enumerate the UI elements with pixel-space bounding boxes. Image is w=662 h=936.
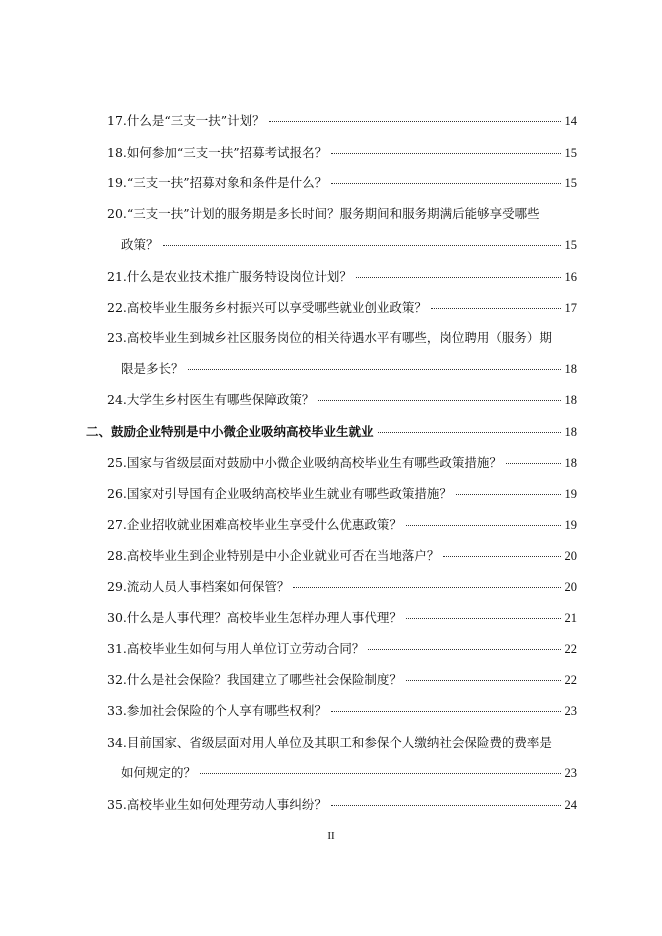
toc-entry-title: 21.什么是农业技术推广服务特设岗位计划？ bbox=[107, 269, 352, 284]
toc-entry-title: 19.“三支一扶”招募对象和条件是什么？ bbox=[107, 175, 328, 190]
leader-dots bbox=[406, 680, 561, 681]
toc-entry-title: 33.参加社会保险的个人享有哪些权利？ bbox=[107, 703, 327, 718]
toc-entry-page: 19 bbox=[564, 487, 577, 501]
toc-entry-page: 15 bbox=[564, 176, 577, 190]
toc-entry-first-line[interactable]: 23.高校毕业生到城乡社区服务岗位的相关待遇水平有哪些，岗位聘用（服务）期 bbox=[107, 330, 552, 345]
leader-dots bbox=[406, 525, 561, 526]
leader-dots bbox=[368, 649, 560, 650]
toc-entry-title: 27.企业招收就业困难高校毕业生享受什么优惠政策？ bbox=[107, 517, 402, 532]
toc-entry-page: 14 bbox=[564, 114, 577, 128]
leader-dots bbox=[356, 277, 561, 278]
toc-entry-page: 23 bbox=[564, 704, 577, 718]
leader-dots bbox=[331, 805, 561, 806]
toc-entry-title: 25.国家与省级层面对鼓励中小微企业吸纳高校毕业生有哪些政策措施？ bbox=[107, 455, 502, 470]
leader-dots bbox=[443, 556, 560, 557]
toc-section-heading[interactable] bbox=[86, 422, 577, 442]
toc-entry[interactable] bbox=[107, 639, 577, 659]
toc-entry-title: 35.高校毕业生如何处理劳动人事纠纷？ bbox=[107, 797, 327, 812]
toc-entry-page: 24 bbox=[564, 798, 577, 812]
toc-entry[interactable] bbox=[121, 235, 577, 255]
toc-entry-title: 30.什么是人事代理？高校毕业生怎样办理人事代理？ bbox=[107, 610, 402, 625]
leader-dots bbox=[431, 308, 561, 309]
toc-entry-page: 15 bbox=[564, 238, 577, 252]
leader-dots bbox=[506, 463, 561, 464]
leader-dots bbox=[331, 153, 560, 154]
leader-dots bbox=[406, 618, 561, 619]
toc-entry-page: 18 bbox=[564, 456, 577, 470]
toc-entry-title: 29.流动人员人事档案如何保管？ bbox=[107, 579, 290, 594]
leader-dots bbox=[269, 121, 561, 122]
toc-entry-page: 21 bbox=[564, 611, 577, 625]
toc-entry-page: 22 bbox=[564, 642, 577, 656]
toc-entry[interactable] bbox=[107, 701, 577, 721]
toc-entry[interactable] bbox=[107, 173, 577, 193]
leader-dots bbox=[293, 587, 560, 588]
section-title: 二、鼓励企业特别是中小微企业吸纳高校毕业生就业 bbox=[86, 424, 374, 439]
page-number: II bbox=[327, 830, 335, 842]
leader-dots bbox=[200, 773, 560, 774]
toc-entry-title: 32.什么是社会保险？我国建立了哪些社会保险制度？ bbox=[107, 672, 402, 687]
toc-entry[interactable] bbox=[107, 298, 577, 318]
toc-entry[interactable] bbox=[107, 111, 577, 131]
toc-entry[interactable] bbox=[107, 795, 577, 815]
toc-entry-page: 17 bbox=[564, 301, 577, 315]
toc-entry-title: 24.大学生乡村医生有哪些保障政策？ bbox=[107, 392, 315, 407]
toc-entry-title: 31.高校毕业生如何与用人单位订立劳动合同？ bbox=[107, 641, 365, 656]
toc-entry[interactable] bbox=[107, 453, 577, 473]
toc-entry[interactable] bbox=[107, 577, 577, 597]
toc-entry-title: 18.如何参加“三支一扶”招募考试报名？ bbox=[107, 145, 328, 160]
leader-dots bbox=[331, 183, 560, 184]
toc-entry-page: 18 bbox=[564, 393, 577, 407]
toc-entry[interactable] bbox=[107, 670, 577, 690]
toc-entry-title: 17.什么是“三支一扶”计划？ bbox=[107, 113, 265, 128]
toc-entry-page: 18 bbox=[564, 362, 577, 376]
toc-entry-page: 20 bbox=[564, 549, 577, 563]
toc-entry[interactable] bbox=[107, 143, 577, 163]
toc-entry[interactable] bbox=[107, 515, 577, 535]
toc-entry-title: 22.高校毕业生服务乡村振兴可以享受哪些就业创业政策？ bbox=[107, 300, 427, 315]
toc-entry[interactable] bbox=[107, 608, 577, 628]
toc-entry-page: 15 bbox=[564, 146, 577, 160]
leader-dots bbox=[163, 245, 561, 246]
toc-entry-page: 22 bbox=[564, 673, 577, 687]
toc-entry[interactable] bbox=[107, 484, 577, 504]
leader-dots bbox=[456, 494, 561, 495]
leader-dots bbox=[318, 400, 560, 401]
leader-dots bbox=[331, 711, 561, 712]
toc-entry[interactable] bbox=[121, 763, 577, 783]
toc-entry-page: 16 bbox=[564, 270, 577, 284]
toc-entry-title: 28.高校毕业生到企业特别是中小企业就业可否在当地落户？ bbox=[107, 548, 440, 563]
toc-entry-page: 23 bbox=[564, 766, 577, 780]
toc-entry-page: 18 bbox=[564, 425, 577, 439]
toc-entry-page: 19 bbox=[564, 518, 577, 532]
toc-entry-first-line[interactable]: 20.“三支一扶”计划的服务期是多长时间？服务期间和服务期满后能够享受哪些 bbox=[107, 206, 540, 221]
leader-dots bbox=[378, 432, 561, 433]
toc-entry[interactable] bbox=[107, 390, 577, 410]
leader-dots bbox=[188, 369, 561, 370]
toc-entry-title: 限是多长？ bbox=[121, 361, 184, 376]
toc-entry-first-line[interactable]: 34.目前国家、省级层面对用人单位及其职工和参保个人缴纳社会保险费的费率是 bbox=[107, 735, 552, 750]
toc-entry-title: 如何规定的？ bbox=[121, 765, 197, 780]
toc-entry[interactable] bbox=[107, 546, 577, 566]
toc-entry-page: 20 bbox=[564, 580, 577, 594]
toc-entry[interactable] bbox=[121, 359, 577, 379]
toc-entry-title: 26.国家对引导国有企业吸纳高校毕业生就业有哪些政策措施？ bbox=[107, 486, 452, 501]
toc-entry[interactable] bbox=[107, 267, 577, 287]
toc-entry-title: 政策？ bbox=[121, 237, 159, 252]
